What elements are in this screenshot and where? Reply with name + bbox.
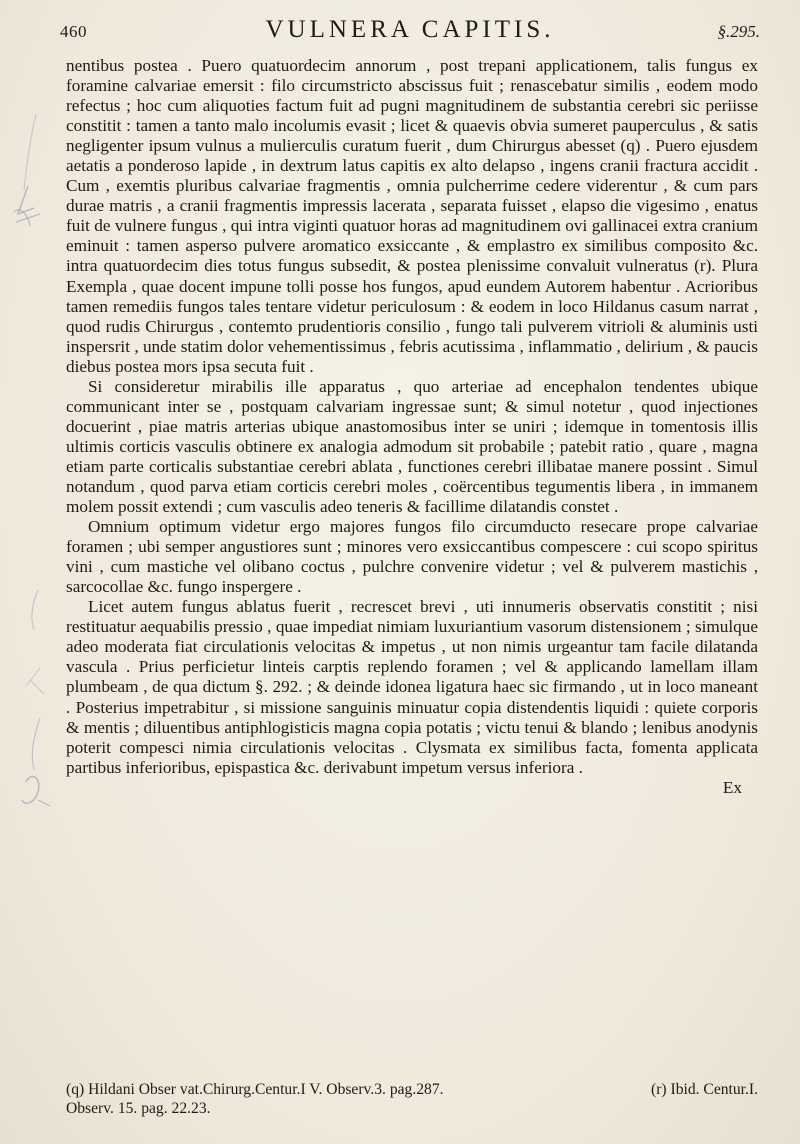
margin-pencil-stroke xyxy=(16,214,40,222)
handwritten-marginalia xyxy=(0,0,60,1144)
body-text xyxy=(66,56,758,798)
footnote-r: (r) Ibid. Centur.I. xyxy=(651,1081,758,1098)
page-number: 460 xyxy=(60,22,87,41)
footnotes xyxy=(66,1080,758,1118)
running-title: VULNERA CAPITIS. xyxy=(265,16,555,43)
catchword: Ex xyxy=(722,777,742,797)
margin-pencil-stroke xyxy=(32,590,38,630)
paragraph: Licet autem fungus ablatus fuerit , recrescet brevi , uti innumeris observatis constitit ; nisi restituatur aequabilis pressio , quae impediat nimiam luxuriantium vasorum distensionem ; simulque adeo moderata fiat circulationis velocitas & impetus , ut non nimis urgeantur tam facile dilatanda vascula . Prius perficietur linteis carptis replendo foramen ; vel & applicando lamellam illam plumbeam , de qua dictum §. 292. ; & deinde idonea ligatura haec sic firmando , ut in loco maneant . Posterius impetrabitur , si missione sanguinis minuatur copia distendentis liquidi : quiete corporis & mentis ; diluentibus antiphlogisticis magna copia potatis ; victu tenui & blando ; lenibus anodynis poterit compesci nimia circulationis velocitas . Clysmata ex similibus facta, fomenta applicata partibus inferioribus, epispastica &c. derivabunt impetum versus inferiora . xyxy=(66,597,758,777)
margin-pencil-stroke xyxy=(38,800,50,806)
margin-pencil-stroke xyxy=(24,114,36,190)
paragraph: Omnium optimum videtur ergo majores fungos filo circumducto resecare prope calvariae foramen ; ubi semper angustiores sunt ; minores vero exsiccantibus compescere : cui scopo spiritus vini , cum mastiche vel olibano coctus , pulchre convenire videtur ; vel & pulverem mastichis , sarcocollae &c. fungo inspergere . xyxy=(66,517,758,597)
paragraph: Si consideretur mirabilis ille apparatus , quo arteriae ad encephalon tendentes ubique communicant inter se , postquam calvariam ingressae sunt; & simul notetur , quod injectiones docuerint , piae matris arterias ubique anastomosibus inter se uniri ; idemque in tomentosis illis ultimis corticis vasculis obtinere ex analogia admodum sit probabile ; patebit ratio , quare , magna etiam parte corticalis substantiae cerebri ablata , functiones cerebri illibatae manere possint . Simul notandum , quod parva etiam corticis cerebri moles , coërcentibus tegumentis libera , in immanem molem possit extendi ; cum vasculis adeo teneris & facillime dilatandis constet . xyxy=(66,376,758,517)
footnote-q-continuation: Observ. 15. pag. 22.23. xyxy=(66,1100,211,1117)
margin-pencil-stroke xyxy=(22,777,39,804)
margin-pencil-stroke xyxy=(32,718,40,770)
footnote-q: (q) Hildani Obser vat.Chirurg.Centur.I V. Observ.3. pag.287. xyxy=(66,1081,444,1098)
paragraph: nentibus postea . Puero quatuordecim annorum , post trepani applicationem, talis fungus ex foramine calvariae emersit : filo circumstricto abscissus fuit ; renascebatur similis , eodem modo refectus ; hoc cum aliquoties factum fuit ad pugni magnitudinem de substantia cerebri sic periisse constitit : tamen a tanto malo incolumis evasit ; licet & quaevis obvia sumeret pauperculus , & satis negligenter ipsum vulnus a mulierculis curatum fuerit , dum Chirurgus abesset (q) . Puero ejusdem aetatis a ponderoso lapide , in dextrum latus capitis ex alto delapso , ingens cranii fractura accidit . Cum , exemtis pluribus calvariae fragmentis , omnia pulcherrime cedere viderentur , & cum pars durae matris , a cranii fragmentis impressis lacerata , separata fuisset , elapso die vigesimo , enatus fuit de vulnere fungus , qui intra viginti quatuor horas ad magnitudinem ovi gallinacei extra cranium eminuit : tamen asperso pulvere aromatico exsiccante , & emplastro ex similibus composito &c. intra quatuordecim dies totus fungus subsedit, & postea plenissime convaluit vulneratus (r). Plura Exempla , quae docent impune tolli posse hos fungos, apud eundem Autorem habentur . Acrioribus tamen remediis fungos tales tentare videtur periculosum : & eodem in loco Hildanus casum narrat , quod rudis Chirurgus , contemto prudentioris consilio , fungo tali pulverem vitrioli & aluminis usti inspersrit , unde statim dolor vehementissimus , febris acutissima , inflammatio , delirium , & paucis diebus postea mors ipsa secuta fuit . xyxy=(66,56,758,376)
page-header xyxy=(60,16,760,50)
section-reference: §.295. xyxy=(717,22,760,41)
margin-pencil-stroke xyxy=(26,668,44,694)
